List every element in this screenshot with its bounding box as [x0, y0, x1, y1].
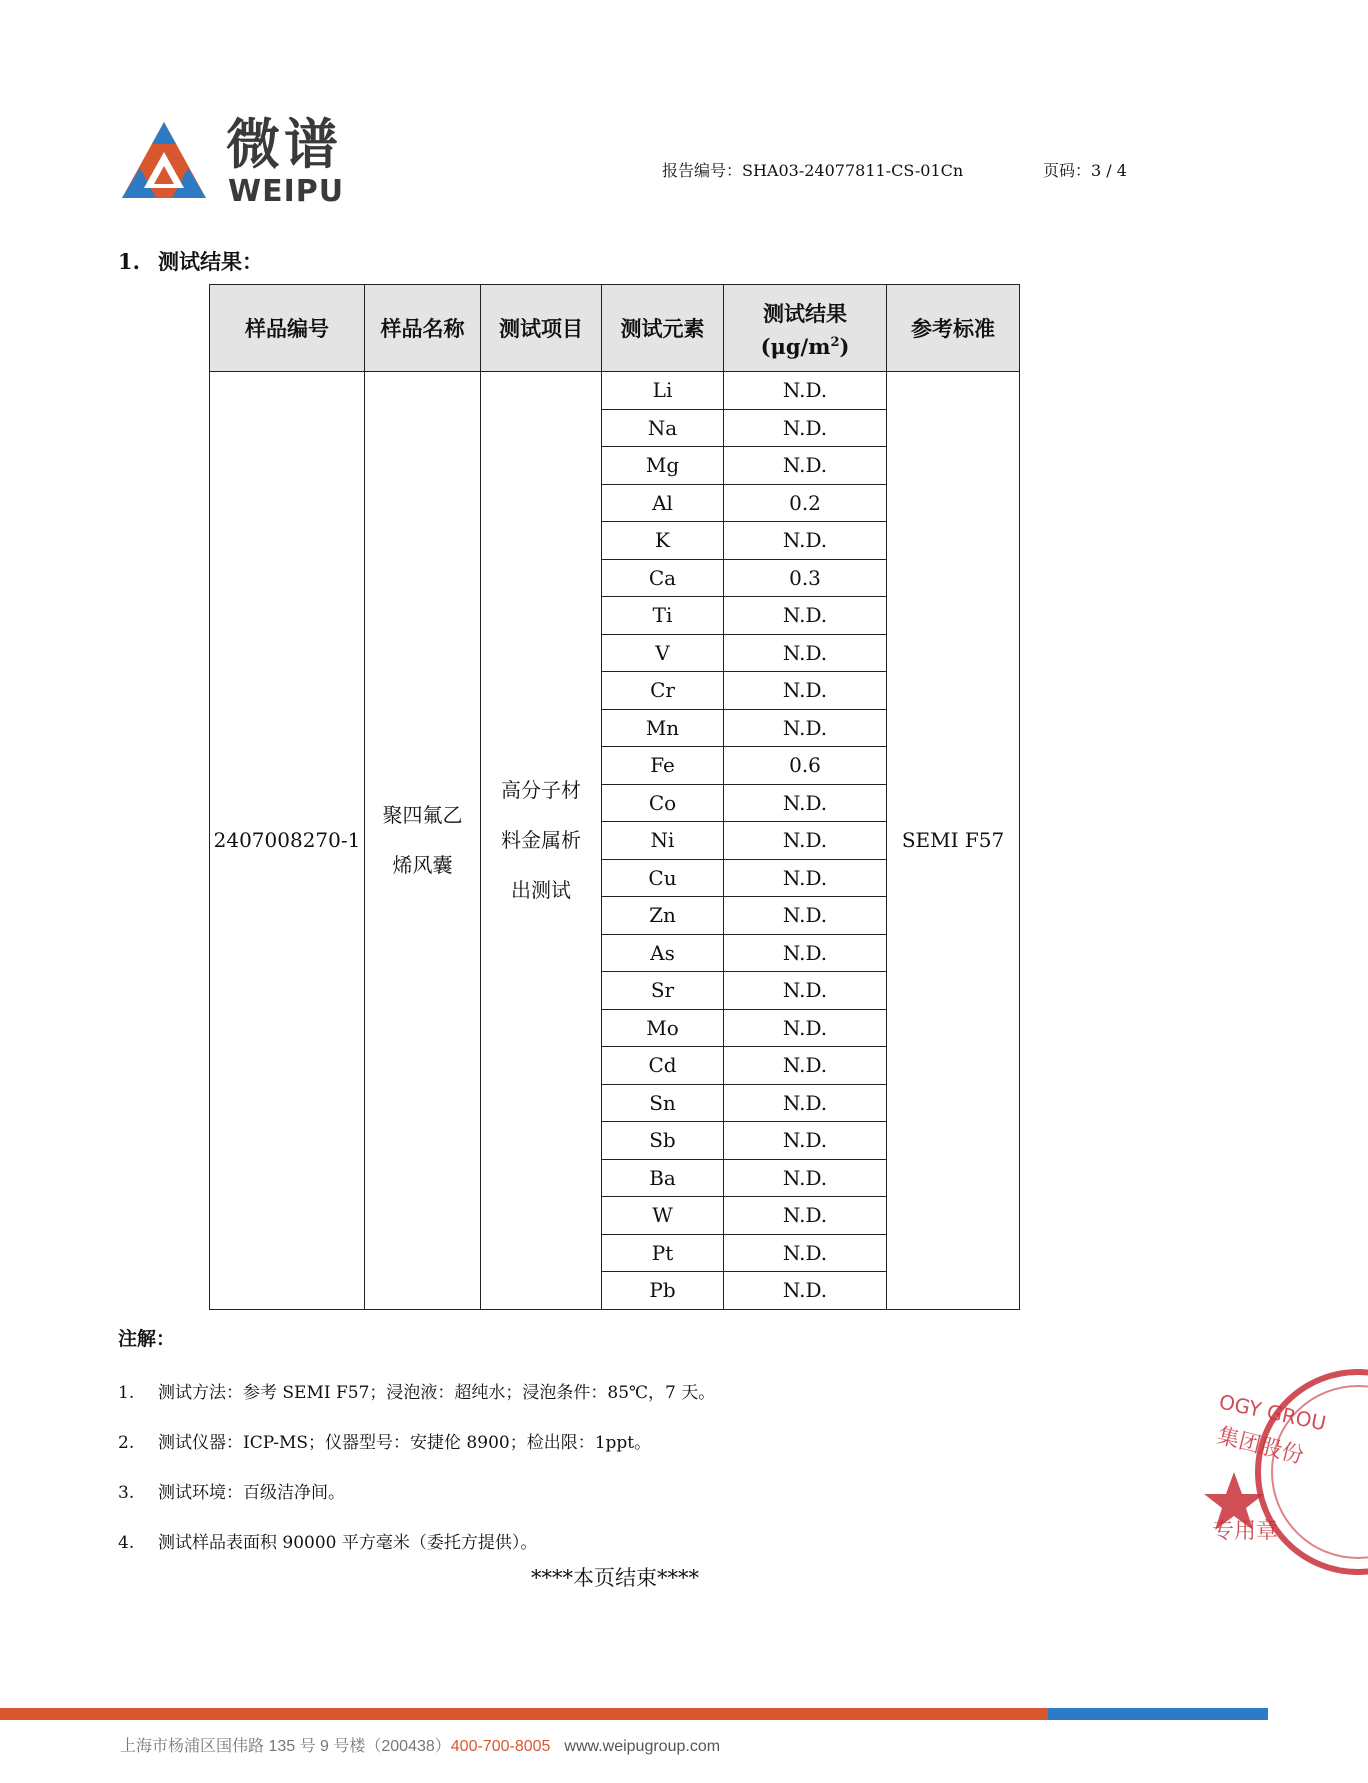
test-item-line: 出测试: [511, 878, 571, 903]
note-text: 测试样品表面积 90000 平方毫米（委托方提供）。: [158, 1533, 538, 1553]
note-item: [118, 1478, 345, 1503]
result-cell: N.D.: [724, 1159, 887, 1197]
footer-phone: 400-700-8005: [450, 1738, 551, 1755]
page-end-mark: ****本页结束****: [531, 1566, 699, 1590]
note-text: 测试环境：百级洁净间。: [158, 1483, 345, 1503]
footer-website: www.weipugroup.com: [564, 1738, 721, 1755]
element-cell: Pb: [602, 1272, 724, 1310]
element-cell: Fe: [602, 747, 724, 785]
element-cell: K: [602, 522, 724, 560]
test-item-line: 料金属析: [501, 828, 581, 853]
result-cell: N.D.: [724, 934, 887, 972]
header-sample-number: 样品编号: [210, 285, 365, 372]
element-cell: Ti: [602, 597, 724, 635]
result-cell: N.D.: [724, 672, 887, 710]
header-sample-name: 样品名称: [365, 285, 481, 372]
sample-name-line: 烯风囊: [392, 853, 453, 878]
result-cell: N.D.: [724, 859, 887, 897]
sample-name-line: 聚四氟乙: [382, 803, 463, 828]
table-body: [210, 372, 1020, 1310]
seal-text-bottom: 专用章: [1212, 1519, 1279, 1544]
seal-text-middle: 集团股份: [1214, 1423, 1306, 1470]
result-cell: 0.2: [724, 484, 887, 522]
result-cell: N.D.: [724, 634, 887, 672]
element-cell: Pt: [602, 1234, 724, 1272]
note-item: [118, 1428, 651, 1453]
result-cell: N.D.: [724, 897, 887, 935]
note-number: 2.: [118, 1433, 135, 1453]
note-item: [118, 1528, 537, 1553]
header-test-element: 测试元素: [602, 285, 724, 372]
result-cell: N.D.: [724, 1047, 887, 1085]
result-cell: N.D.: [724, 447, 887, 485]
element-cell: Co: [602, 784, 724, 822]
result-cell: N.D.: [724, 1234, 887, 1272]
element-cell: As: [602, 934, 724, 972]
element-cell: Ni: [602, 822, 724, 860]
logo-chinese-text: 微谱: [226, 113, 342, 176]
company-seal-icon: [1198, 1362, 1368, 1582]
footer-bar-orange: [0, 1708, 1048, 1720]
test-item-cell: [481, 372, 602, 1310]
result-cell: N.D.: [724, 409, 887, 447]
element-cell: Mo: [602, 1009, 724, 1047]
header-reference-standard: 参考标准: [887, 285, 1020, 372]
result-cell: N.D.: [724, 784, 887, 822]
footer-bar-blue: [1048, 1708, 1268, 1720]
section-number: 1.: [118, 249, 140, 274]
footer-address: 上海市杨浦区国伟路 135 号 9 号楼（200438）: [120, 1738, 451, 1755]
element-cell: Sr: [602, 972, 724, 1010]
element-cell: Ca: [602, 559, 724, 597]
element-cell: V: [602, 634, 724, 672]
result-cell: N.D.: [724, 1272, 887, 1310]
seal-text-top: OGY GROU: [1216, 1389, 1329, 1436]
reference-standard-cell: SEMI F57: [887, 372, 1020, 1310]
table-row: [210, 372, 1020, 410]
result-cell: N.D.: [724, 972, 887, 1010]
element-cell: Cr: [602, 672, 724, 710]
result-cell: N.D.: [724, 1009, 887, 1047]
weipu-logo-icon: [118, 118, 210, 210]
element-cell: Cu: [602, 859, 724, 897]
element-cell: Sb: [602, 1122, 724, 1160]
result-cell: N.D.: [724, 709, 887, 747]
result-cell: N.D.: [724, 522, 887, 560]
note-number: 3.: [118, 1483, 135, 1503]
result-cell: 0.3: [724, 559, 887, 597]
results-table: [209, 284, 1020, 1310]
header-test-result-unit: [724, 334, 886, 359]
result-cell: N.D.: [724, 372, 887, 410]
element-cell: Li: [602, 372, 724, 410]
result-cell: N.D.: [724, 1197, 887, 1235]
element-cell: Al: [602, 484, 724, 522]
report-number: 报告编号：SHA03-24077811-CS-01Cn: [662, 161, 964, 180]
element-cell: Ba: [602, 1159, 724, 1197]
element-cell: Zn: [602, 897, 724, 935]
header-test-result: [724, 285, 887, 372]
header-test-item: 测试项目: [481, 285, 602, 372]
table-header-row: [210, 285, 1020, 372]
result-cell: 0.6: [724, 747, 887, 785]
result-unit-text: (μg/m: [760, 333, 831, 359]
result-unit-sup: 2: [830, 334, 840, 350]
element-cell: Cd: [602, 1047, 724, 1085]
element-cell: W: [602, 1197, 724, 1235]
logo-english-text: WEIPU: [228, 174, 345, 209]
sample-number-cell: 2407008270-1: [210, 372, 365, 1310]
result-cell: N.D.: [724, 1084, 887, 1122]
section-title: [118, 246, 263, 276]
sample-name-cell: [365, 372, 481, 1310]
test-item-line: 高分子材: [501, 778, 581, 803]
note-item: [118, 1378, 715, 1403]
result-unit-close: ): [839, 333, 850, 359]
result-cell: N.D.: [724, 597, 887, 635]
section-title-text: 测试结果：: [158, 249, 263, 274]
element-cell: Mg: [602, 447, 724, 485]
page-number: 页码：3 / 4: [1043, 161, 1127, 180]
note-number: 1.: [118, 1383, 135, 1403]
result-cell: N.D.: [724, 1122, 887, 1160]
result-cell: N.D.: [724, 822, 887, 860]
footer: [120, 1733, 720, 1756]
notes-title: 注解：: [118, 1328, 176, 1350]
note-text: 测试方法：参考 SEMI F57；浸泡液：超纯水；浸泡条件：85℃，7 天。: [158, 1383, 716, 1403]
element-cell: Na: [602, 409, 724, 447]
element-cell: Mn: [602, 709, 724, 747]
header-test-result-label: 测试结果: [763, 300, 847, 326]
note-text: 测试仪器：ICP-MS；仪器型号：安捷伦 8900；检出限：1ppt。: [158, 1433, 652, 1453]
note-number: 4.: [118, 1533, 135, 1553]
element-cell: Sn: [602, 1084, 724, 1122]
